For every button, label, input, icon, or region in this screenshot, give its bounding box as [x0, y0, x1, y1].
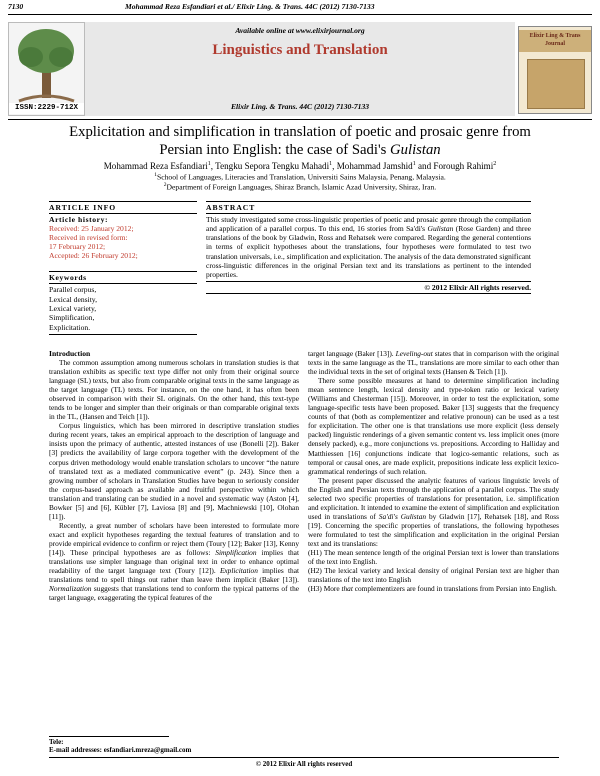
body-paragraph	[49, 521, 299, 602]
body-text: There some possible measures at hand to determine simplification including mean sentence length, lexical density and type-token ratio or lexical variety (Williams and Chesterman [15]). Moreover, in order to test the explicitation, some language-specific tests have been proposed. Baker [13] suggests that the frequency counts of that (both as complementizer and relative pronoun) can be used as a test for explicitation. The other one is that translations use more explicit (less densely packed) linguistic renderings of a given semantic content vs. less implicit ones (more densely packed), e.g., more conjunctions vs. prepositions. According to Halliday and Matthiessen [16] conjunctions indicate that logico-semantic relations, such as temporal or causal ones, are made explicit, prepositions indicate less explicit lexico-grammatical renderings of such relation.	[308, 376, 559, 476]
email-address: E-mail addresses: esfandiari.mreza@gmail.com	[49, 746, 192, 754]
body-text: The common assumption among numerous scholars in translation studies is that translation exhibits as specific text type differ not only from their original source language (SL) texts, but also from comparable original texts in the same language as the target language (TL) texts. For instance, on the one hand, it has often been observed in comparison with their SL originals. On the other hand, this text-type tends to be longer and simpler than their originals or than comparable original texts in the TL, (Hansen and Teich [1]).	[49, 358, 299, 422]
author-list	[8, 161, 592, 171]
footer-rule	[49, 757, 559, 758]
body-text: implies that translations use simpler language than original text in order to enhance optimal readability of the target language text (Toury [12]).	[49, 547, 299, 576]
body-text: target language (Baker [13]).	[308, 349, 396, 358]
banner-center	[85, 22, 515, 116]
author-separator: ,	[210, 161, 216, 172]
affiliation-1	[8, 172, 592, 182]
author-name: Tengku Sepora Tengku Mahadi	[215, 161, 330, 172]
abstract-text-part: This study investigated some cross-linguistic properties of poetic and prosaic genre through the compilation and application of a parallel corpus. To this end, 16 stories from Sa'di's	[206, 215, 531, 234]
author-separator: ,	[332, 161, 337, 172]
available-online: Available online at www.elixirjournal.org	[235, 26, 365, 35]
history-item: 17 February 2012;	[49, 242, 106, 252]
body-paragraph	[308, 476, 559, 548]
abstract-text-part: (Rose Garden) and three translations of the book by Gladwin, Ross and Rehatsek were compared. Regarding the general contentions in terms of explicit hypotheses about the translations, four hypotheses were formulated to test two translation universals, i.e., simplification and explicitation. The analysis of the data demonstrated significant cross-linguistic differences in the original Persian text and its translations as pertinent to the intended properties.	[206, 224, 531, 279]
body-paragraph	[49, 358, 299, 421]
body-text: implies that translations tend to spell things out rather than leave them implicit (Baker [13]).	[49, 566, 299, 585]
keyword: Lexical density,	[49, 294, 98, 304]
abstract-copyright: © 2012 Elixir All rights reserved.	[424, 283, 531, 293]
abstract-text	[206, 215, 531, 279]
body-text: by Gladwin [17], Rehatsek [18], and Ross [19]. Concerning the specific properties of translations, the following hypotheses were formulated to test the simplification and explicitation in the original Persian text and its translations:	[308, 511, 559, 548]
keywords-heading: Keywords	[49, 273, 87, 283]
author-affil-mark: 2	[493, 161, 497, 167]
author-name: Mohammad Jamshid	[336, 161, 413, 172]
running-citation: Mohammad Reza Esfandiari et al./ Elixir Ling. & Trans. 44C (2012) 7130-7133	[125, 2, 375, 11]
body-text: (H3) More	[308, 584, 342, 594]
elixir-logo	[8, 22, 85, 116]
body-text: states that in comparison with the original texts in the same language as the TL, translations are more similar to each other than the individual texts in the set of original texts (Hansen & Teich [1]).	[308, 349, 559, 377]
history-item: Received: 25 January 2012;	[49, 224, 134, 233]
article-info	[49, 201, 197, 335]
abstract	[206, 201, 531, 294]
keyword: Simplification,	[49, 313, 95, 323]
tele-label: Tele:	[49, 738, 64, 746]
affil-text: School of Languages, Literacies and Translation, Universiti Sains Malaysia, Penang, Malaysia.	[157, 172, 446, 182]
author-affil-mark: 1	[412, 161, 416, 167]
keyword-list	[49, 285, 197, 331]
hypothesis	[308, 584, 559, 593]
body-term: that	[341, 584, 353, 594]
body-paragraph	[49, 421, 299, 521]
header-rule	[8, 14, 592, 15]
body-term: Sa'di's Gulistan	[378, 511, 427, 521]
body-left-column	[49, 349, 299, 602]
body-text: The present paper discussed the analytic features of various linguistic levels of the English and Persian texts through the application of a parallel corpus. The study selected two specific properties of translations for presentation, i.e. simplification and explicitation. It intended to examine the extent of simplification and explicitation used in translations of	[308, 475, 559, 521]
cover-title-line1: Elixir Ling & Trans	[529, 33, 581, 39]
body-text: suggests that translations tend to conform the typical patterns of the target language, exaggerating the typical features of the	[49, 584, 299, 603]
title-plain: Persian into English: the case of Sadi's	[159, 142, 391, 158]
author-name: Forough Rahimi	[433, 161, 494, 172]
history-heading: Article history:	[49, 215, 109, 224]
abstract-text-italic: Gulistan	[427, 224, 454, 234]
body-text: Corpus linguistics, which has been mirrored in descriptive translation studies during recent years, takes an empirical approach to the description of language and insists upon the primacy of authentic, attested instances of use (Bonelli [2]). Baker [3] predicts the availability of large corpora together with the development of the corpus driven methodology would enable translation scholars to uncover “the nature of translated text as a mediated communicative event” (p. 243). Since then a growing number of scholars in Translation Studies have begun to seriously consider the corpus-based approach as available and fruitful perspective within which translation and translating can be studied in a novel and systematic way (Aston [4], Bowker [5] and [6], Kübler [7], Laviosa [8] and [9], Machniewski [10], Olohan [11]).	[49, 421, 299, 521]
history-item: Received in revised form:	[49, 233, 128, 243]
affil-text: Department of Foreign Languages, Shiraz Branch, Islamic Azad University, Shiraz, Iran.	[166, 182, 437, 192]
journal-banner	[8, 22, 592, 116]
journal-title: Linguistics and Translation	[212, 42, 388, 58]
keyword: Lexical variety,	[49, 303, 97, 313]
body-term: Normalization	[49, 584, 92, 594]
hypothesis: (H2) The lexical variety and lexical density of original Persian text are higher than translations of the text into English	[308, 566, 559, 585]
body-term: Explicitation	[219, 566, 258, 576]
article-title	[8, 123, 592, 159]
body-paragraph	[308, 376, 559, 476]
keyword: Parallel corpus,	[49, 285, 97, 295]
body-paragraph	[308, 349, 559, 376]
body-right-column	[308, 349, 559, 593]
cover-title-line2: Journal	[544, 41, 565, 47]
title-line-2	[8, 141, 592, 159]
title-italic: Gulistan	[390, 142, 441, 158]
affil-mark: 1	[154, 172, 158, 178]
article-info-heading: ARTICLE INFO	[49, 203, 117, 212]
body-text: Recently, a great number of scholars have been interested to formulate more exact and explicit hypotheses regarding the textual features of translation and to provide empirical evidence to confirm or reject them (Toury [12]; Baker [13], Kenny [14]). These principal hypotheses are as follows:	[49, 520, 299, 557]
issn-barcode: ISSN:2229-712X	[9, 103, 84, 114]
page-number: 7130	[8, 2, 24, 11]
cover-image	[527, 59, 585, 109]
author-affil-mark: 1	[207, 161, 211, 167]
tree-logo-icon	[9, 23, 84, 103]
keyword: Explicitation.	[49, 322, 91, 332]
body-term: Simplification	[215, 547, 257, 557]
banner-rule	[8, 119, 592, 120]
footnote-rule	[49, 736, 169, 737]
journal-cover	[518, 26, 592, 114]
history-list	[49, 224, 197, 260]
intro-heading: Introduction	[49, 349, 91, 358]
author-affil-mark: 1	[329, 161, 333, 167]
affiliation-2	[8, 182, 592, 192]
journal-issue: Elixir Ling. & Trans. 44C (2012) 7130-7133	[230, 102, 370, 111]
history-item: Accepted: 26 February 2012;	[49, 251, 138, 261]
footer-copyright: © 2012 Elixir All rights reserved	[255, 760, 353, 768]
affil-mark: 2	[163, 182, 167, 188]
author-separator: and	[415, 161, 434, 172]
author-name: Mohammad Reza Esfandiari	[103, 161, 208, 172]
body-term: Leveling-out	[395, 349, 433, 358]
abstract-heading: ABSTRACT	[206, 203, 256, 212]
body-text: complementizers are found in translations from Persian into English.	[352, 584, 557, 594]
hypothesis: (H1) The mean sentence length of the original Persian text is lower than translations of the text into English.	[308, 548, 559, 567]
title-line-1: Explicitation and simplification in translation of poetic and prosaic genre from	[69, 124, 531, 140]
